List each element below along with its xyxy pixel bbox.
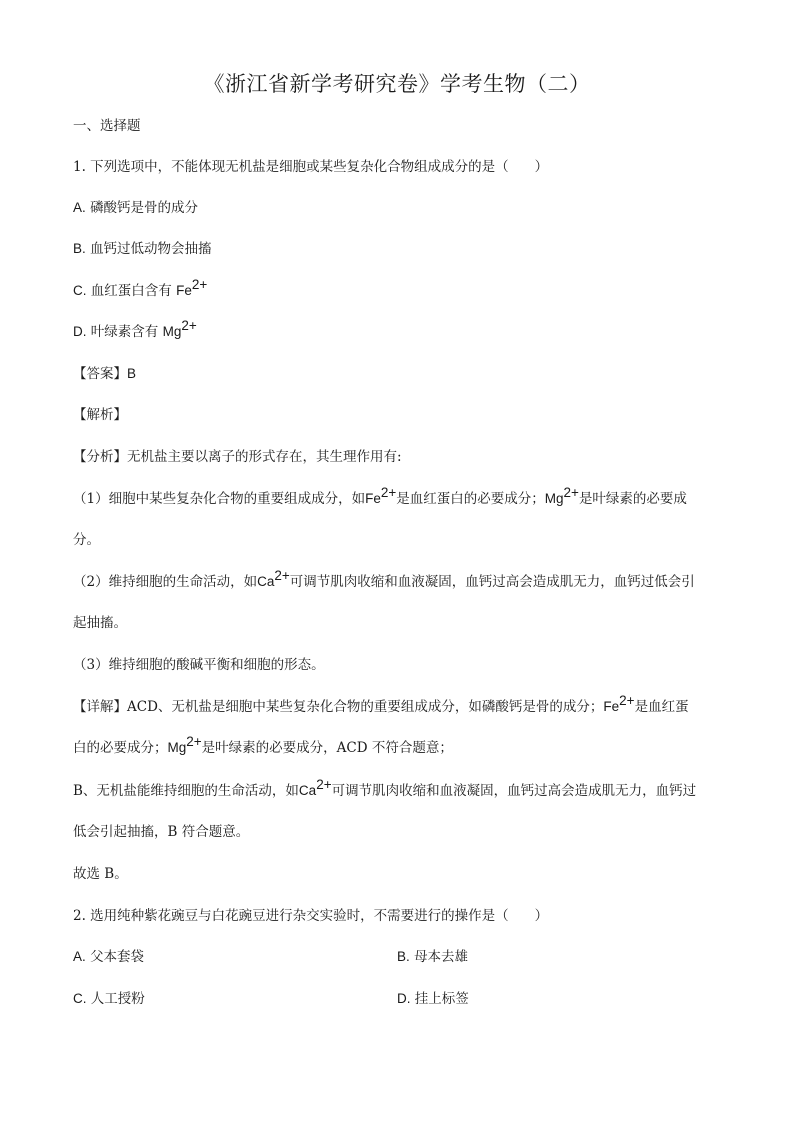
ion-charge: 2+ (619, 693, 635, 708)
fenxi-tag: 【分析】 (73, 449, 127, 465)
option-text: 人工授粉 (90, 991, 145, 1007)
option-text: 血红蛋白含有 (90, 283, 172, 299)
q2-stem-text: 2. 选用纯种紫花豌豆与白花豌豆进行杂交实验时，不需要进行的操作是（ (73, 908, 509, 924)
text-segment: 白的必要成分； (73, 740, 168, 756)
ion-charge: 2+ (274, 568, 290, 583)
q2-option-b (397, 947, 468, 967)
text-segment: ACD、无机盐是细胞中某些复杂化合物的重要组成成分，如磷酸钙是骨的成分； (127, 699, 604, 715)
option-label: B. (397, 949, 410, 964)
q1-option-c (73, 277, 724, 301)
q1-stem-text: 1. 下列选项中，不能体现无机盐是细胞或某些复杂化合物组成成分的是（ (73, 159, 509, 175)
ion-symbol: Ca (298, 783, 317, 798)
text-segment: 是血红蛋白的必要成分； (396, 491, 545, 507)
point-1-line-2: 分。 (73, 532, 100, 548)
detail-line-3 (73, 777, 724, 801)
q2-options-row-1 (73, 947, 724, 967)
option-label: C. (73, 283, 87, 298)
ion-symbol: Mg (544, 491, 564, 506)
q2-stem (73, 906, 724, 926)
option-text: 父本套袋 (90, 949, 145, 965)
text-segment: 是叶绿素的必要成分，ACD 不符合题意； (201, 740, 453, 756)
ion-symbol: Mg (162, 324, 182, 339)
q2-stem-close: ） (534, 908, 549, 924)
q2-option-d (397, 989, 469, 1009)
q2-option-a (73, 949, 144, 965)
option-label: B. (73, 241, 86, 256)
point-1-line-1 (73, 485, 724, 509)
option-label: A. (73, 949, 86, 964)
option-text: 母本去雄 (414, 949, 469, 965)
ion-charge: 2+ (563, 485, 579, 500)
answer-value: B (127, 366, 137, 381)
option-text: 挂上标签 (414, 991, 469, 1007)
fenxi-text: 无机盐主要以离子的形式存在，其生理作用有: (127, 449, 402, 465)
section-heading: 一、选择题 (73, 118, 141, 134)
fenxi-line (73, 447, 724, 467)
ion-symbol: Mg (167, 740, 187, 755)
q1-answer (73, 364, 724, 384)
option-label: C. (73, 991, 87, 1006)
text-segment: （1）细胞中某些复杂化合物的重要组成成分，如 (73, 491, 366, 507)
detail-tag: 【详解】 (73, 699, 127, 715)
q2-option-c (73, 991, 145, 1007)
ion-charge: 2+ (316, 777, 332, 792)
detail-line-4: 低会引起抽搐，B 符合题意。 (73, 824, 250, 840)
detail-line-2 (73, 734, 724, 758)
option-label: A. (73, 200, 86, 215)
document-title: 《浙江省新学考研究卷》学考生物（二） (203, 72, 591, 96)
text-segment: 可调节肌肉收缩和血液凝固，血钙过高会造成肌无力，血钙过低会引 (289, 574, 695, 590)
point-3: （3）维持细胞的酸碱平衡和细胞的形态。 (73, 657, 325, 673)
ion-charge: 2+ (380, 485, 397, 500)
answer-tag: 【答案】 (73, 366, 127, 382)
q1-option-d (73, 318, 724, 342)
ion-charge: 2+ (181, 318, 197, 333)
option-label: D. (397, 991, 411, 1006)
ion-symbol: Ca (257, 574, 275, 589)
q1-option-a (73, 198, 724, 218)
q1-stem-close: ） (534, 159, 549, 175)
point-2-line-1 (73, 568, 724, 592)
option-text: 血钙过低动物会抽搐 (90, 241, 212, 257)
point-2-line-2: 起抽搐。 (73, 615, 127, 631)
text-segment: B、无机盐能维持细胞的生命活动，如 (73, 783, 299, 799)
q1-option-b (73, 239, 724, 259)
text-segment: 可调节肌肉收缩和血液凝固，血钙过高会造成肌无力，血钙过 (331, 783, 697, 799)
q2-options-row-2 (73, 989, 724, 1009)
q1-stem (73, 157, 724, 177)
ion-symbol: Fe (603, 699, 620, 714)
ion-symbol: Fe (365, 491, 381, 506)
text-segment: 是叶绿素的必要成 (578, 491, 687, 507)
text-segment: 是血红蛋 (634, 699, 689, 715)
detail-line-1 (73, 693, 724, 717)
analysis-tag: 【解析】 (73, 407, 127, 423)
option-label: D. (73, 324, 87, 339)
option-text: 叶绿素含有 (90, 324, 159, 340)
ion-charge: 2+ (186, 734, 202, 749)
ion-symbol: Fe (176, 283, 192, 298)
ion-charge: 2+ (191, 277, 208, 292)
conclusion: 故选 B。 (73, 866, 128, 882)
text-segment: （2）维持细胞的生命活动，如 (73, 574, 258, 590)
option-text: 磷酸钙是骨的成分 (90, 200, 199, 216)
